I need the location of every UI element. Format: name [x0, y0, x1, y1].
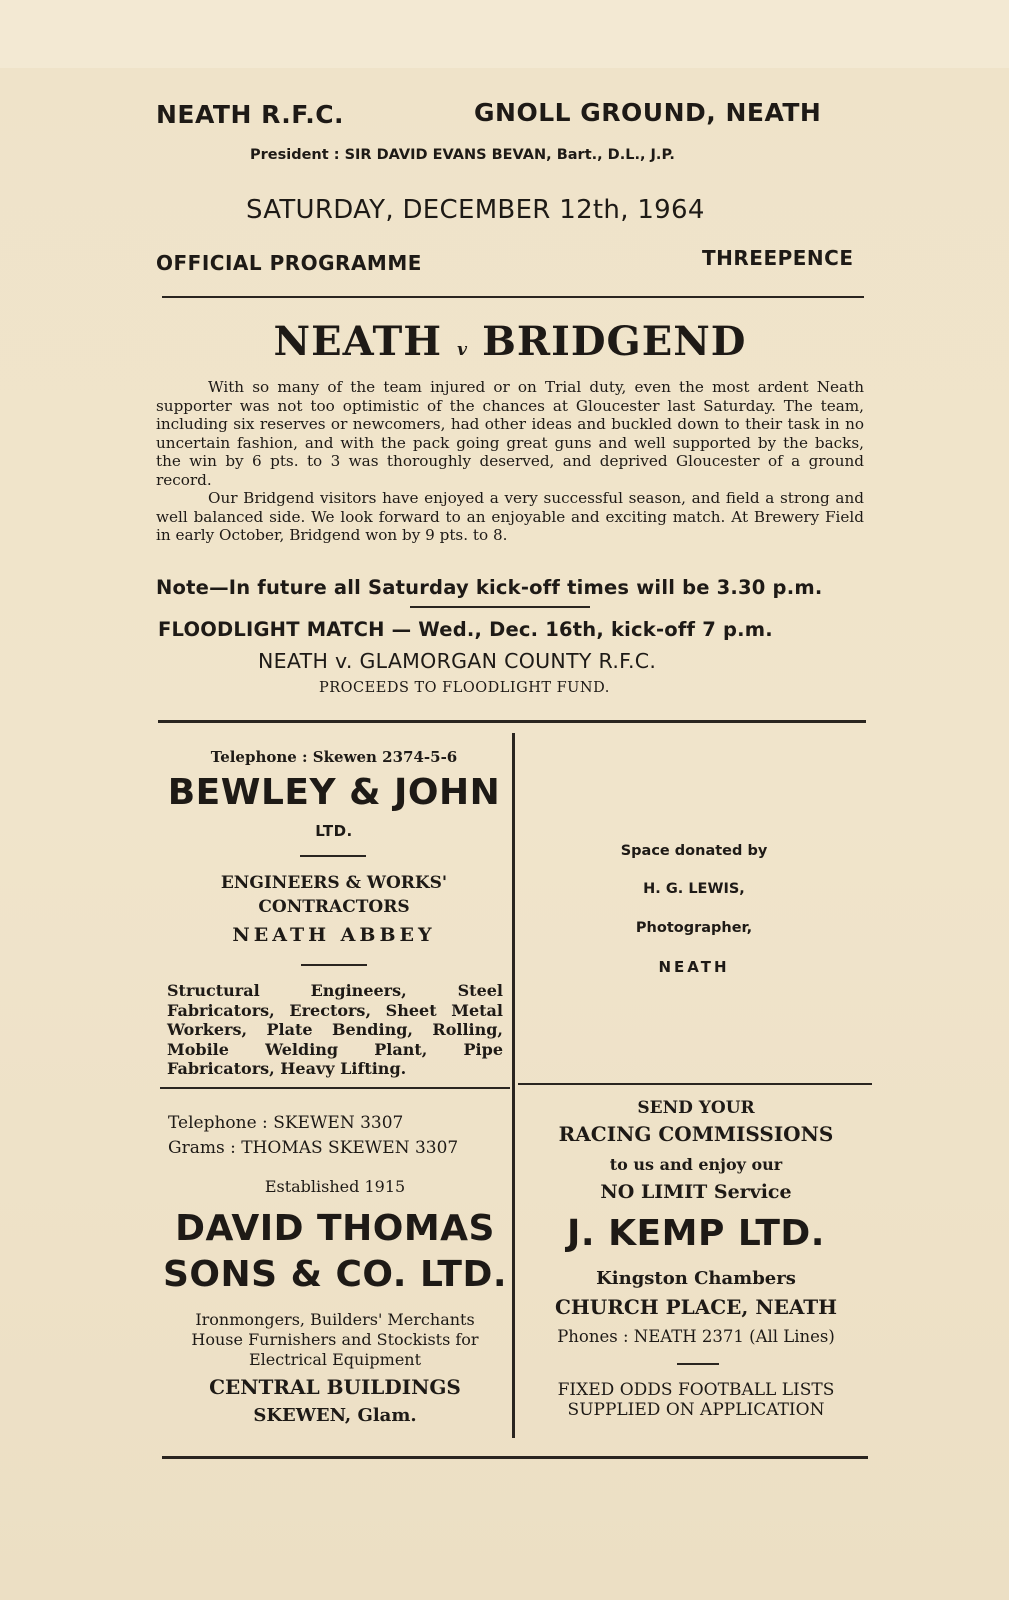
paper-top-edge — [0, 0, 1009, 68]
thomas-established: Established 1915 — [264, 1177, 406, 1196]
thomas-desc-2: House Furnishers and Stockists for — [191, 1330, 479, 1349]
thomas-desc-3: Electrical Equipment — [248, 1350, 422, 1369]
kemp-line-4: NO LIMIT Service — [600, 1181, 792, 1203]
ads-middle-rule-right — [518, 1083, 872, 1085]
kickoff-note: Note—In future all Saturday kick-off times will be 3.30 p.m. — [156, 576, 823, 599]
floodlight-fixture: NEATH v. GLAMORGAN COUNTY R.F.C. — [258, 649, 657, 673]
thomas-telephone: Telephone : SKEWEN 3307 — [168, 1113, 404, 1133]
match-date: SATURDAY, DECEMBER 12th, 1964 — [246, 195, 705, 225]
bewley-divider-2 — [301, 964, 367, 966]
lewis-line-2: H. G. LEWIS, — [643, 881, 745, 897]
floodlight-proceeds: PROCEEDS TO FLOODLIGHT FUND. — [319, 680, 610, 696]
ads-top-rule — [158, 720, 866, 723]
thomas-desc-1: Ironmongers, Builders' Merchants — [195, 1310, 475, 1329]
match-title — [160, 318, 860, 365]
ads-bottom-rule — [162, 1456, 868, 1459]
thomas-address-1: CENTRAL BUILDINGS — [209, 1375, 461, 1399]
club-name: NEATH R.F.C. — [156, 100, 345, 129]
bewley-place: NEATH ABBEY — [232, 924, 436, 946]
kemp-address-1: Kingston Chambers — [596, 1268, 796, 1289]
bewley-line-1: ENGINEERS & WORKS' — [220, 873, 448, 893]
ads-vertical-rule — [512, 733, 515, 1438]
kemp-phones: Phones : NEATH 2371 (All Lines) — [557, 1327, 835, 1346]
home-team: NEATH — [273, 318, 443, 365]
lewis-line-4: NEATH — [658, 958, 730, 976]
thomas-address-2: SKEWEN, Glam. — [253, 1405, 417, 1426]
header-rule — [162, 296, 864, 298]
match-article — [156, 378, 864, 545]
kemp-line-2: RACING COMMISSIONS — [558, 1122, 834, 1146]
bewley-services: Structural Engineers, Steel Fabricators, Erectors, Sheet Metal Workers, Plate Bending, Rolling, Mobile Welding Plant, Pipe Fabricators, Heavy Lifting. — [167, 981, 503, 1078]
kemp-address-2: CHURCH PLACE, NEATH — [554, 1295, 838, 1319]
kemp-footer-1: FIXED ODDS FOOTBALL LISTS — [557, 1380, 835, 1400]
ground-name: GNOLL GROUND, NEATH — [474, 98, 822, 127]
thomas-name-2: SONS & CO. LTD. — [162, 1254, 508, 1295]
lewis-line-1: Space donated by — [620, 843, 768, 859]
floodlight-match: FLOODLIGHT MATCH — Wed., Dec. 16th, kick-off 7 p.m. — [158, 618, 773, 641]
president-line: President : SIR DAVID EVANS BEVAN, Bart., D.L., J.P. — [250, 147, 675, 163]
kemp-footer-2: SUPPLIED ON APPLICATION — [567, 1400, 825, 1420]
ads-middle-rule-left — [160, 1087, 510, 1089]
notice-divider — [410, 606, 590, 608]
official-programme-label: OFFICIAL PROGRAMME — [156, 251, 422, 275]
kemp-line-1: SEND YOUR — [637, 1098, 755, 1118]
lewis-line-3: Photographer, — [635, 920, 753, 936]
article-paragraph-1: With so many of the team injured or on Trial duty, even the most ardent Neath supporter was not too optimistic of the chances at Gloucester last Saturday. The team, including six reserves or newcomers, had other ideas and buckled down to their task in no uncertain fashion, and with the pack going great guns and well supported by the backs, the win by 6 pts. to 3 was thoroughly deserved, and deprived Gloucester of a ground record. — [156, 378, 864, 489]
versus-label: v — [457, 340, 467, 360]
bewley-telephone: Telephone : Skewen 2374-5-6 — [210, 748, 458, 766]
price-label: THREEPENCE — [702, 246, 854, 270]
kemp-divider — [677, 1363, 719, 1365]
bewley-line-2: CONTRACTORS — [258, 897, 410, 917]
article-paragraph-2: Our Bridgend visitors have enjoyed a very successful season, and field a strong and well balanced side. We look forward to an enjoyable and exciting match. At Brewery Field in early October, Bridgend won by 9 pts. to 8. — [156, 489, 864, 544]
bewley-divider-1 — [300, 855, 366, 857]
thomas-name-1: DAVID THOMAS — [175, 1208, 495, 1249]
bewley-ltd: LTD. — [315, 822, 353, 840]
bewley-name: BEWLEY & JOHN — [167, 772, 501, 813]
kemp-name: J. KEMP LTD. — [567, 1213, 825, 1254]
thomas-grams: Grams : THOMAS SKEWEN 3307 — [168, 1138, 459, 1158]
away-team: BRIDGEND — [482, 318, 747, 365]
kemp-line-3: to us and enjoy our — [609, 1155, 783, 1174]
